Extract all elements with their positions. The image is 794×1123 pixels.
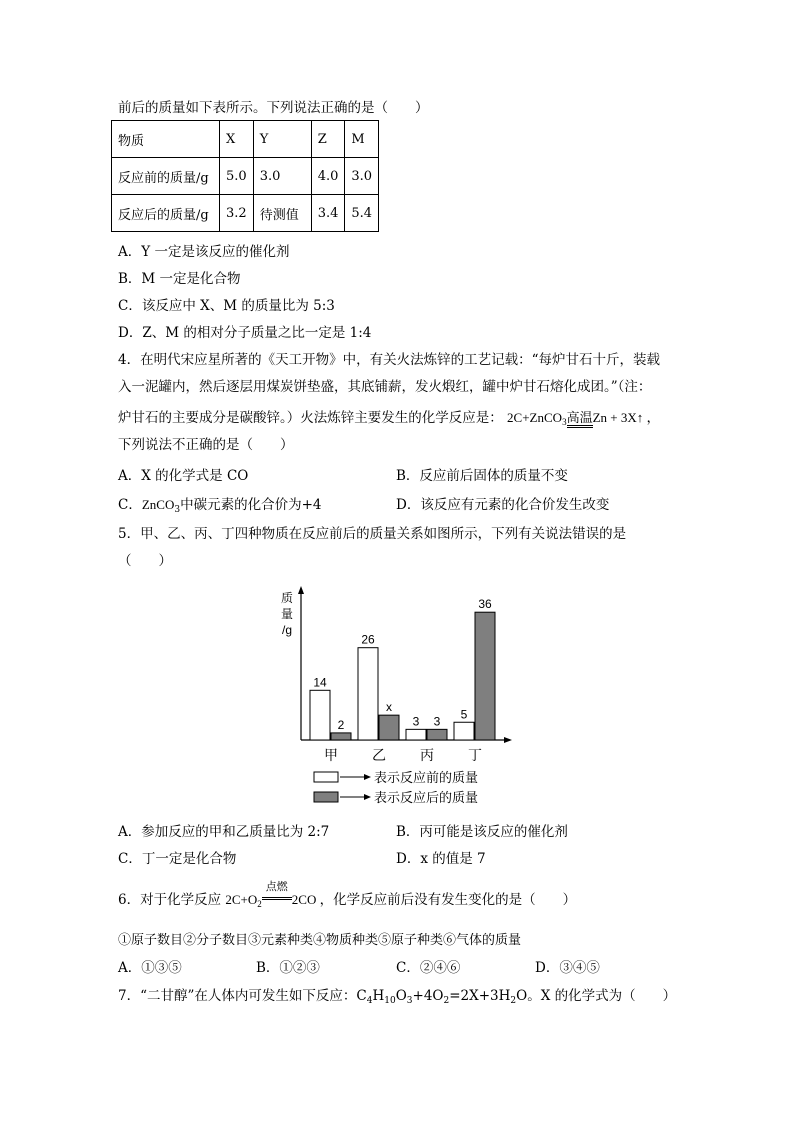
q5-option-a: A．参加反应的甲和乙质量比为 2:7 [118, 824, 330, 840]
q6-stem-text: ，化学反应前后没有发生变化的是（ ） [319, 892, 577, 908]
q4-stem-line4: 下列说法不正确的是（ ） [118, 437, 294, 453]
subscript: 2 [510, 996, 517, 1006]
data-label: 5 [460, 707, 468, 722]
legend-swatch [314, 792, 338, 802]
q4-option-b: B．反应前后固体的质量不变 [396, 468, 568, 484]
q4-stem-line1: 4．在明代宋应星所著的《天工开物》中，有关火法炼锌的工艺记载：“每炉甘石十斤，装载 [118, 352, 660, 368]
mass-table [111, 120, 379, 232]
q6-stem-text: 6．对于化学反应 [118, 892, 222, 908]
q7-text: O。X 的化学式为（ ） [516, 988, 677, 1004]
table-cell: 3.2 [220, 195, 254, 232]
q7-text: H [372, 988, 385, 1004]
formula: ZnCO [141, 497, 175, 512]
q6-option-c: C．②④⑥ [396, 960, 461, 976]
table-cell: 5.0 [220, 158, 254, 195]
x-axis-arrow [504, 737, 512, 743]
q5-option-d: D．x 的值是 7 [396, 851, 486, 867]
table-cell: 4.0 [311, 158, 345, 195]
q7-stem [118, 984, 676, 1006]
q5-stem-line1: 5．甲、乙、丙、丁四种物质在反应前后的质量关系如图所示，下列有关说法错误的是 [118, 526, 627, 542]
q7-text: +4O [412, 988, 444, 1004]
table-row [112, 158, 379, 195]
q3-option-d: D．Z、M 的相对分子质量之比一定是 1:4 [118, 325, 372, 341]
q3-option-c: C．该反应中 X、M 的质量比为 5:3 [118, 298, 335, 314]
table-cell: X [220, 121, 254, 158]
data-label: 14 [313, 675, 327, 690]
bar-after [379, 715, 399, 740]
legend-swatch [314, 772, 338, 782]
y-axis-label: /g [281, 623, 293, 637]
q4-stem-line3 [118, 406, 660, 427]
q4-option-c [118, 493, 321, 515]
legend-label: 表示反应后的质量 [374, 790, 479, 805]
q4-stem-text: 炉甘石的主要成分是碳酸锌。）火法炼锌主要发生的化学反应是： [118, 410, 503, 426]
reaction-condition: 高温 [567, 410, 593, 428]
table-cell: 3.0 [253, 158, 311, 195]
table-header-row [112, 121, 379, 158]
subscript: 2 [443, 996, 450, 1006]
table-cell: Y [253, 121, 311, 158]
subscript: 3 [174, 505, 181, 515]
equation-products: Zn + 3X↑ [592, 410, 644, 425]
y-axis-label: 量 [280, 607, 294, 621]
legend-arrow-head [364, 794, 371, 800]
subscript: 2 [257, 899, 262, 909]
x-tick-label: 乙 [372, 747, 386, 763]
data-label: x [386, 700, 392, 715]
x-tick-label: 丁 [468, 747, 482, 763]
data-label: 3 [412, 714, 420, 729]
bar-after [475, 612, 495, 740]
q6-option-d: D．③④⑤ [535, 960, 600, 976]
reaction-arrow [262, 881, 292, 908]
table-cell: 物质 [112, 121, 220, 158]
table-row [112, 195, 379, 232]
table-cell: Z [311, 121, 345, 158]
equation-reactants: 2C+O [225, 892, 258, 907]
x-tick-label: 甲 [324, 747, 338, 763]
equation-reactants: 2C+ZnCO [507, 410, 563, 425]
punctuation: ， [646, 410, 660, 426]
table-cell: 反应后的质量/g [112, 195, 220, 232]
equation-products: 2CO [291, 892, 317, 907]
bar-after [427, 729, 447, 740]
bar-before [358, 648, 378, 740]
bar-before [454, 722, 474, 740]
subscript: 10 [384, 996, 396, 1006]
legend-arrow-head [364, 774, 371, 780]
data-label: 36 [478, 597, 492, 612]
data-label: 2 [337, 717, 345, 732]
q7-text: O [395, 988, 407, 1004]
bar-after [331, 733, 351, 740]
q6-option-a: A．①③⑤ [118, 960, 182, 976]
table-cell: M [345, 121, 379, 158]
data-label: 26 [361, 632, 375, 647]
q6-option-b: B．①②③ [256, 960, 320, 976]
y-axis-arrow [298, 586, 304, 594]
bar-before [406, 729, 426, 740]
q4-option-d: D．该反应有元素的化合价发生改变 [396, 497, 610, 513]
q6-stem [118, 881, 577, 909]
table-cell: 待测值 [253, 195, 311, 232]
data-label: 3 [433, 714, 441, 729]
q6-items: ①原子数目②分子数目③元素种类④物质种类⑤原子种类⑥气体的质量 [118, 933, 522, 948]
q5-stem-line2: （ ） [118, 553, 172, 569]
q3-option-b: B．M 一定是化合物 [118, 271, 241, 287]
q4-stem-line2: 入一泥罐内，然后逐层用煤炭饼垫盛，其底铺薪，发火煅红，罐中炉甘石熔化成团。”（注： [118, 379, 652, 395]
legend-label: 表示反应前的质量 [374, 770, 479, 785]
q3-option-a: A．Y 一定是该反应的催化剂 [118, 244, 290, 260]
reaction-condition: 点燃 [265, 881, 288, 893]
q6-equation [225, 881, 319, 909]
q4-option-a: A．X 的化学式是 CO [118, 468, 249, 484]
subscript: 3 [562, 417, 567, 427]
table-cell: 3.4 [311, 195, 345, 232]
question-intro: 前后的质量如下表所示。下列说法正确的是（ ） [118, 100, 429, 116]
subscript: 3 [406, 996, 413, 1006]
subscript: 4 [366, 996, 373, 1006]
table-cell: 5.4 [345, 195, 379, 232]
mass-bar-chart [270, 580, 530, 810]
table-cell: 反应前的质量/g [112, 158, 220, 195]
q7-text: =2X+3H [449, 988, 511, 1004]
option-text: 中碳元素的化合价为+4 [180, 497, 322, 513]
option-letter: C． [118, 497, 142, 513]
q7-text: 7．“二甘醇”在人体内可发生如下反应：C [118, 988, 367, 1004]
q5-option-b: B．丙可能是该反应的催化剂 [396, 824, 568, 840]
q5-option-c: C．丁一定是化合物 [118, 851, 237, 867]
x-tick-label: 丙 [420, 747, 434, 763]
y-axis-label: 质 [280, 591, 294, 605]
bar-before [310, 690, 330, 740]
table-cell: 3.0 [345, 158, 379, 195]
q4-equation [507, 410, 646, 425]
